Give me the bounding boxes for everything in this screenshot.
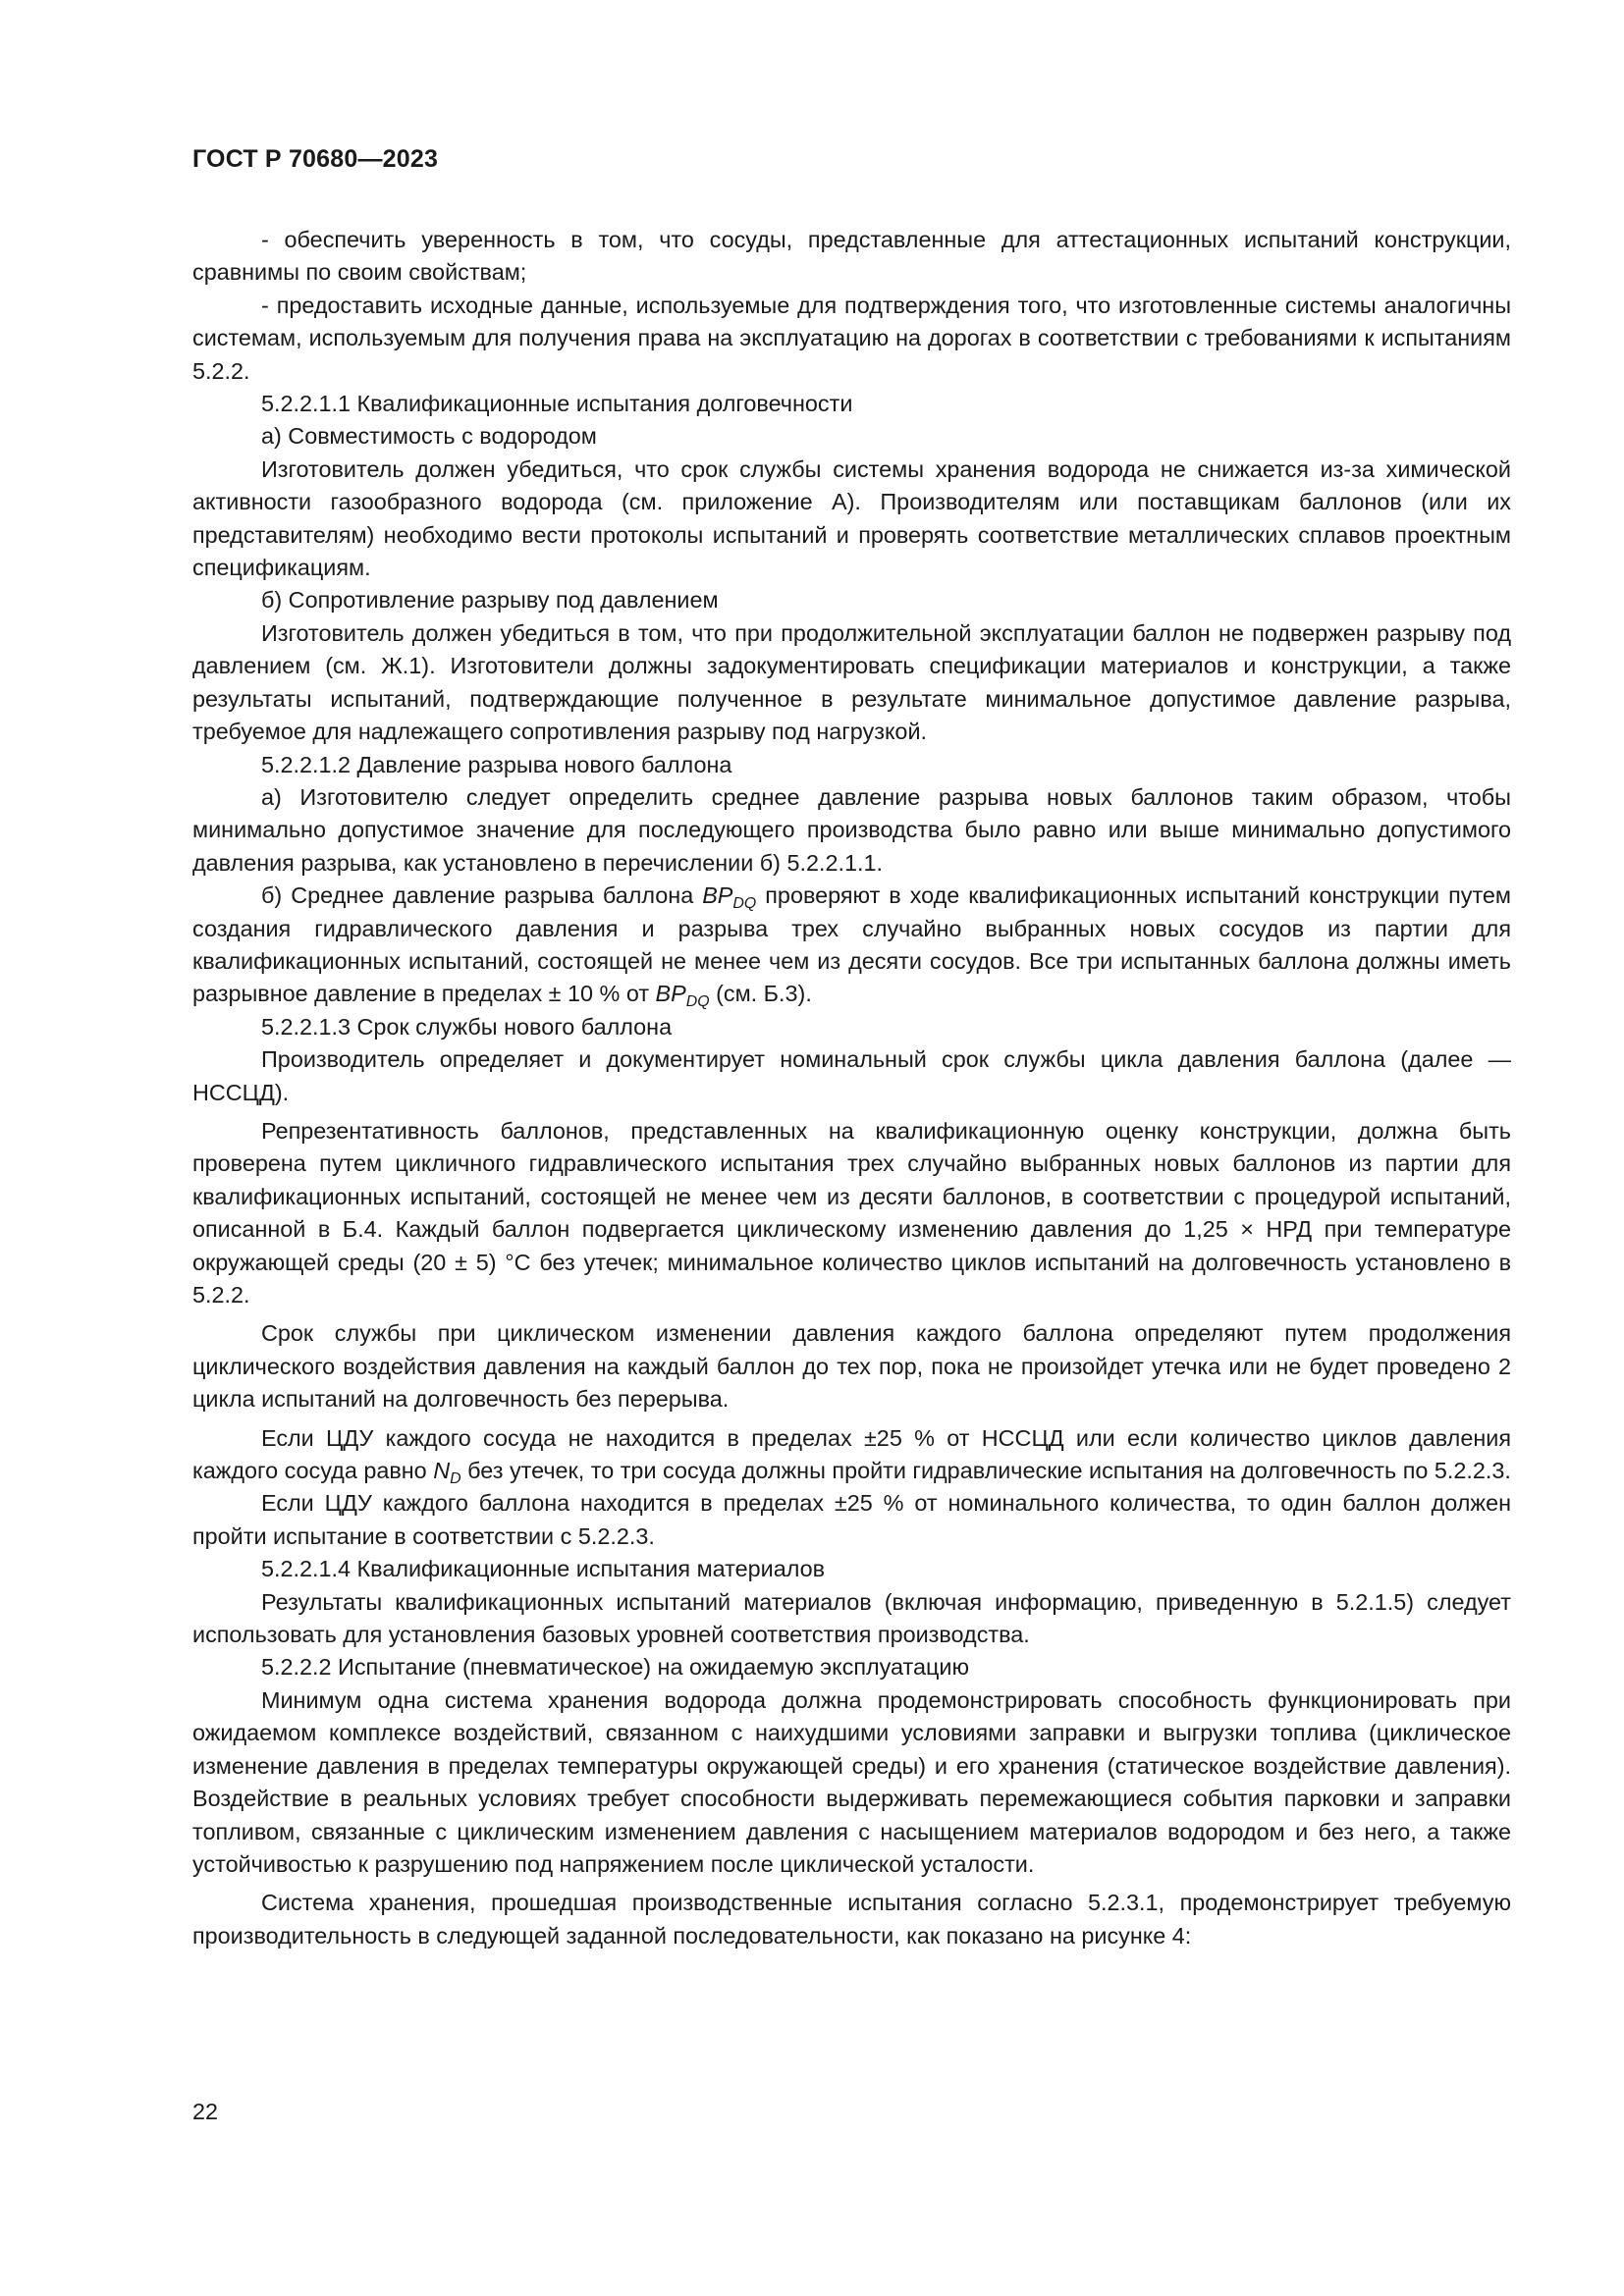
subitem-a-hydrogen-compatibility: а) Совместимость с водородом <box>261 423 597 450</box>
section-heading-5-2-2-1-2: 5.2.2.1.2 Давление разрыва нового баллона <box>261 751 732 777</box>
paragraph-burst-resistance: Изготовитель должен убедиться в том, что при продолжительной эксплуатации баллон не подвержен разрыву под давлением (см. Ж.1). Изготовители должны задокументировать спецификации материалов и конструкции, а также результаты испытаний, подтверждающие полученное в результате минимальное допустимое давление разрыва, требуемое для надлежащего сопротивления разрыву под нагрузкой. <box>192 619 1511 745</box>
subitem-b-burst-resistance: б) Сопротивление разрыву под давлением <box>261 587 719 614</box>
paragraph-storage-system: Система хранения, прошедшая производственные испытания согласно 5.2.3.1, продемонстрирует требуемую производительность в следующей заданной последовательности, как показано на рисунке 4: <box>192 1890 1511 1949</box>
paragraph-nsscd-definition: Производитель определяет и документирует номинальный срок службы цикла давления баллона (далее — НССЦД). <box>192 1046 1511 1105</box>
paragraph-cdu-within-range: Если ЦДУ каждого баллона находится в пределах ±25 % от номинального количества, то один баллон должен пройти испытание в соответствии с 5.2.2.3. <box>192 1490 1511 1549</box>
subscript-text: DQ <box>732 894 757 912</box>
paragraph-bullet-1: - обеспечить уверенность в том, что сосуды, представленные для аттестационных испытаний конструкции, сравнимы по своим свойствам; <box>192 227 1511 286</box>
section-heading-5-2-2-1-3: 5.2.2.1.3 Срок службы нового баллона <box>261 1013 673 1040</box>
symbol-subscript-dq <box>686 993 710 1010</box>
paragraph-material-qualification: Результаты квалификационных испытаний материалов (включая информацию, приведенную в 5.2.1.5) следует использовать для установления базовых уровней соответствия производства. <box>192 1588 1511 1648</box>
symbol-subscript-d <box>450 1470 461 1487</box>
paragraph-expected-service: Минимум одна система хранения водорода должна продемонстрировать способность функционировать при ожидаемом комплексе воздействий, связанном с наихудшими условиями заправки и выгрузки топлива (циклическое изменение давления в пределах температуры окружающей среды) и его хранения (статическое воздействие давления). Воздействие в реальных условиях требует способности выдерживать перемежающиеся события парковки и заправки топливом, связанные с циклическим изменением давления с насыщением материалов водородом и без него, а также устойчивостью к разрушению под напряжением после циклической усталости. <box>192 1686 1511 1877</box>
text-fragment: проверяют в ходе квалификационных испытаний конструкции путем создания гидравлического давления и разрыва трех случайно выбранных новых сосудов из партии для квалификационных испытаний, состоящей не менее чем из десяти сосудов. Все три испытанных баллона должны иметь разрывное давление в пределах ± 10 % от <box>192 882 1511 1007</box>
symbol-subscript-dq <box>732 895 756 912</box>
symbol-bp: BP <box>655 981 686 1007</box>
document-body <box>192 224 1511 1952</box>
paragraph-cycle-life: Срок службы при циклическом изменении давления каждого баллона определяют путем продолжения циклического воздействия давления на каждый баллон до тех пор, пока не произойдет утечка или не будет проведено 2 цикла испытаний на долговечность без перерыва. <box>192 1320 1511 1413</box>
section-heading-5-2-2-1-1: 5.2.2.1.1 Квалификационные испытания долговечности <box>261 391 853 417</box>
paragraph-cdu-outside-range <box>192 1422 1511 1488</box>
paragraph-new-cylinder-burst-a: а) Изготовителю следует определить среднее давление разрыва новых баллонов таким образом, чтобы минимально допустимое значение для последующего производства было равно или выше минимально допустимого давления разрыва, как установлено в перечислении б) 5.2.2.1.1. <box>192 783 1511 876</box>
subscript-text: DQ <box>685 993 710 1011</box>
symbol-n: N <box>433 1458 451 1484</box>
text-fragment: (см. Б.3). <box>709 981 812 1007</box>
paragraph-new-cylinder-burst-b <box>192 880 1511 1011</box>
page-number: 22 <box>192 2099 219 2124</box>
paragraph-hydrogen-compatibility: Изготовитель должен убедиться, что срок службы системы хранения водорода не снижается из-за химической активности газообразного водорода (см. приложение А). Производителям или поставщикам баллонов (или их представителям) необходимо вести протоколы испытаний и проверять соответствие металлических сплавов проектным спецификациям. <box>192 455 1511 581</box>
paragraph-representativeness: Репрезентативность баллонов, представленных на квалификационную оценку конструкции, должна быть проверена путем цикличного гидравлического испытания трех случайно выбранных новых баллонов из партии для квалификационных испытаний, состоящей не менее чем из десяти баллонов, в соответствии с процедурой испытаний, описанной в Б.4. Каждый баллон подвергается циклическому изменению давления до 1,25 × НРД при температуре окружающей среды (20 ± 5) °C без утечек; минимальное количество циклов испытаний на долговечность установлено в 5.2.2. <box>192 1117 1511 1308</box>
paragraph-bullet-2: - предоставить исходные данные, используемые для подтверждения того, что изготовленные системы аналогичны системам, используемым для получения права на эксплуатацию на дорогах в соответствии с требованиями к испытаниям 5.2.2. <box>192 292 1511 384</box>
symbol-bp: BP <box>702 882 733 909</box>
section-heading-5-2-2-1-4: 5.2.2.1.4 Квалификационные испытания материалов <box>261 1556 826 1582</box>
text-fragment: б) Среднее давление разрыва баллона <box>261 882 703 909</box>
text-fragment: без утечек, то три сосуда должны пройти гидравлические испытания на долговечность по 5.2.2.3. <box>460 1458 1511 1484</box>
subscript-text: D <box>450 1469 461 1487</box>
section-heading-5-2-2-2: 5.2.2.2 Испытание (пневматическое) на ожидаемую эксплуатацию <box>261 1654 970 1681</box>
document-header: ГОСТ Р 70680—2023 <box>192 145 439 173</box>
text-fragment: Если ЦДУ каждого сосуда не находится в пределах ±25 % от НССЦД или если количество циклов давления каждого сосуда равно <box>192 1424 1511 1484</box>
